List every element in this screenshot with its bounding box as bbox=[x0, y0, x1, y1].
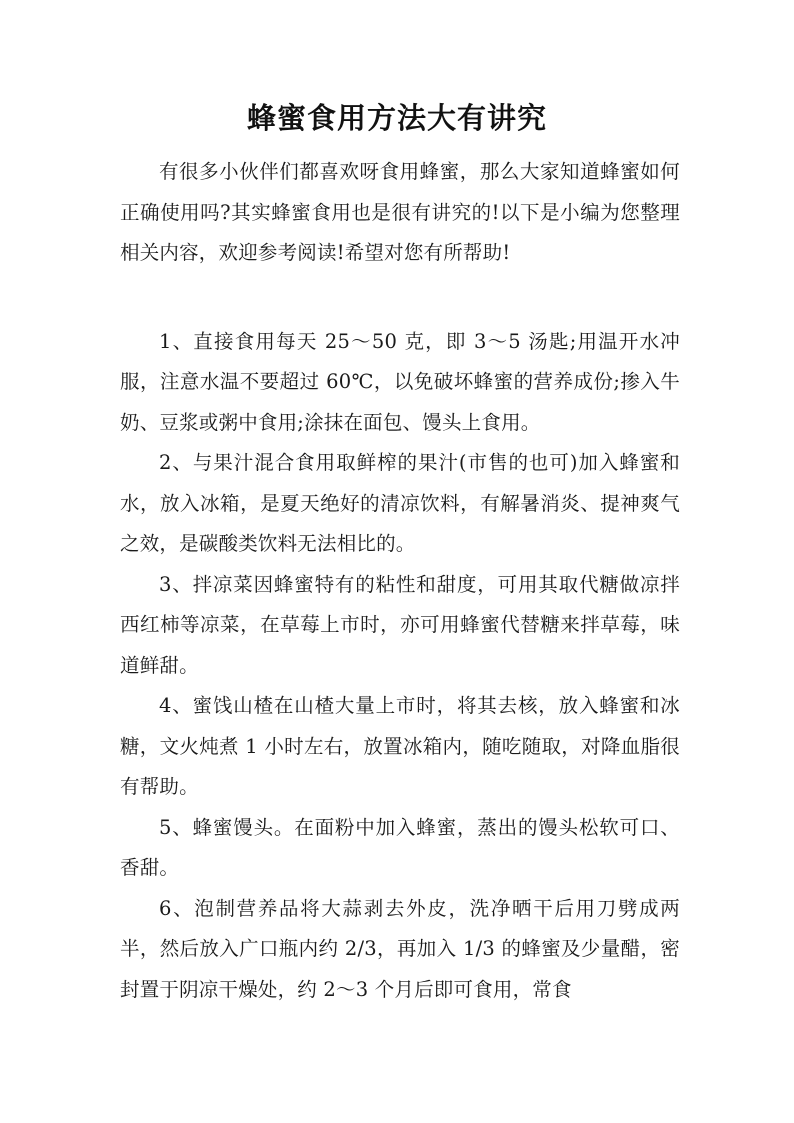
paragraph-3: 3、拌凉菜因蜂蜜特有的粘性和甜度，可用其取代糖做凉拌西红柿等凉菜，在草莓上市时，亦可用蜂蜜代替糖来拌草莓，味道鲜甜。 bbox=[120, 572, 680, 677]
paragraph-6: 6、泡制营养品将大蒜剥去外皮，洗净晒干后用刀劈成两半，然后放入广口瓶内约 2/3，再加入 1/3 的蜂蜜及少量醋，密封置于阴凉干燥处，约 2～3 个月后即可食用，常食 bbox=[120, 896, 680, 1001]
intro-paragraph: 有很多小伙伴们都喜欢呀食用蜂蜜，那么大家知道蜂蜜如何正确使用吗?其实蜂蜜食用也是很有讲究的!以下是小编为您整理相关内容，欢迎参考阅读!希望对您有所帮助! bbox=[120, 160, 680, 264]
paragraph-spacer bbox=[120, 274, 680, 322]
paragraph-4: 4、蜜饯山楂在山楂大量上市时，将其去核，放入蜂蜜和冰糖，文火炖煮 1 小时左右，放置冰箱内，随吃随取，对降血脂很有帮助。 bbox=[120, 694, 680, 798]
paragraph-5: 5、蜂蜜馒头。在面粉中加入蜂蜜，蒸出的馒头松软可口、香甜。 bbox=[120, 815, 680, 879]
document-body bbox=[120, 152, 680, 1010]
paragraph-2: 2、与果汁混合食用取鲜榨的果汁(市售的也可)加入蜂蜜和水，放入冰箱，是夏天绝好的清凉饮料，有解暑消炎、提神爽气之效，是碳酸类饮料无法相比的。 bbox=[120, 451, 680, 555]
document-title: 蜂蜜食用方法大有讲究 bbox=[246, 101, 547, 135]
paragraph-1: 1、直接食用每天 25～50 克，即 3～5 汤匙;用温开水冲服，注意水温不要超过 60℃，以免破坏蜂蜜的营养成份;掺入牛奶、豆浆或粥中食用;涂抹在面包、馒头上食用。 bbox=[120, 329, 680, 434]
